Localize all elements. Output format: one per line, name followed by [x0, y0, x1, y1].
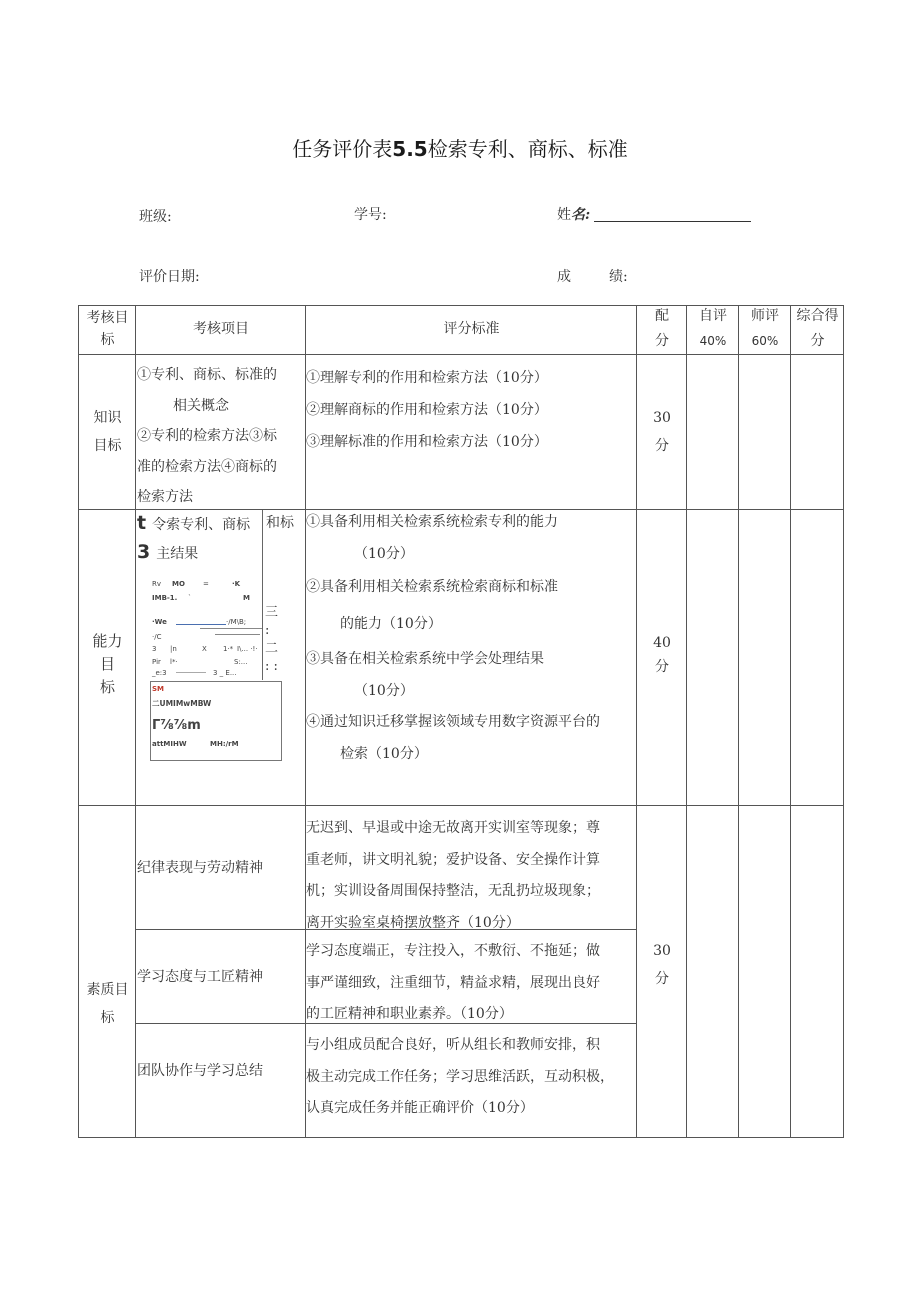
ability-criteria: ①具备利用相关检索系统检索专利的能力 （10分） ②具备利用相关检索系统检索商标和标准 的能力（10分） ③具备在相关检索系统中学会处理结果 （10分） ④通过知识迁移掌握该领域专用数字资源平台的 检索（10分）	[306, 514, 600, 762]
title-prefix: 任务评价表	[292, 137, 393, 161]
name-underline	[594, 221, 751, 222]
knowledge-goal: 知识 目标	[93, 410, 122, 454]
header-criteria: 评分标准	[443, 321, 500, 337]
search-result-screenshot-b: SM 二UMIMwMBW Γ⅞⅞m attMIHW MH:/rM	[150, 681, 282, 761]
quality-criteria-discipline: 无迟到、早退或中途无故离开实训室等现象；尊 重老师，讲文明礼貌；爱护设备、安全操作计算 机；实训设备周围保持整洁，无乱扔垃圾现象； 离开实验室桌椅摆放整齐（10分）	[306, 820, 600, 931]
quality-criteria-teamwork: 与小组成员配合良好，听从组长和教师安排，积 极主动完成工作任务；学习思维活跃，互动积极， 认真完成任务并能正确评价（10分）	[306, 1037, 614, 1116]
class-label: 班级:	[139, 209, 172, 225]
title-number: 5.5	[392, 137, 428, 161]
date-label: 评价日期:	[139, 269, 200, 285]
header-self-eval: 自评 40%	[699, 308, 727, 348]
quality-points: 30 分	[653, 943, 671, 987]
quality-item-teamwork: 团队协作与学习总结	[137, 1063, 263, 1079]
header-teacher-eval: 师评 60%	[751, 308, 779, 348]
header-item: 考核项目	[193, 321, 249, 337]
quality-criteria-attitude: 学习态度端正，专注投入，不敷衍、不拖延；做 事严谨细致，注重细节，精益求精，展现出良好 的工匠精神和职业素养。（10分）	[306, 943, 600, 1022]
header-total: 综合得 分	[796, 308, 839, 349]
ability-points: 40 分	[653, 635, 671, 675]
ability-side-marks: 三 : 二 : :	[265, 605, 279, 674]
title-suffix: 检索专利、商标、标准	[427, 137, 628, 161]
page-title	[0, 133, 920, 162]
knowledge-criteria: ①理解专利的作用和检索方法（10分） ②理解商标的作用和检索方法（10分） ③理解标准的作用和检索方法（10分）	[306, 370, 548, 450]
header-points: 配 分	[655, 308, 669, 349]
knowledge-points: 30 分	[653, 410, 671, 454]
quality-item-attitude: 学习态度与工匠精神	[137, 969, 263, 985]
ability-item: t 令索专利、商标 3 主结果	[137, 512, 251, 563]
header-goal: 考核目 标	[86, 310, 129, 348]
quality-goal: 素质目 标	[86, 982, 129, 1026]
image-divider	[262, 510, 263, 680]
ability-goal: 能力 目 标	[92, 632, 123, 696]
student-id-label: 学号:	[354, 207, 387, 223]
knowledge-item: ①专利、商标、标准的 相关概念 ②专利的检索方法③标 准的检索方法④商标的 检索方法	[137, 367, 277, 505]
score-label: 成 绩:	[557, 269, 628, 285]
name-label: 姓名:	[557, 207, 591, 223]
quality-item-discipline: 纪律表现与劳动精神	[137, 860, 263, 876]
ability-item-side: 和标	[266, 515, 294, 531]
